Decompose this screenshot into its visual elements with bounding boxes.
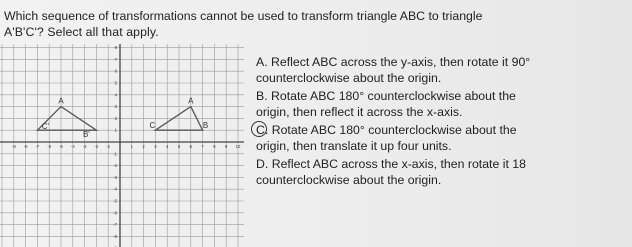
triangle-a-prime-b-prime-c-prime-vertex-label: C' [41,122,50,132]
x-tick-label: 6 [189,144,192,149]
y-tick-label: 3 [114,104,117,110]
option-d-text-1: D. Reflect ABC across the x-axis, then rotate it 18 [256,157,526,171]
option-a-text-2: counterclockwise about the origin. [256,71,442,85]
option-a-line-1[interactable] [256,54,632,70]
y-tick-label: -7 [113,222,117,228]
y-tick-label: -6 [113,210,117,216]
triangle-a-prime-b-prime-c-prime-vertex-label: A [58,96,64,106]
x-tick-label: 1 [130,144,133,149]
question-line-2: A'B'C'? Select all that apply. [4,25,159,39]
x-tick-label: -3 [82,144,87,149]
y-tick-label: 1 [114,127,117,133]
option-c-text-2: origin, then translate it up four units. [256,139,452,153]
x-tick-label: 4 [166,144,169,149]
option-b-text-2: origin, then reflect it across the x-axis. [256,105,463,119]
x-tick-label: -4 [70,144,75,149]
triangle-abc-vertex-label: B [202,121,209,131]
x-tick-label: -1 [106,144,111,149]
y-tick-label: 4 [114,92,117,98]
option-b-line-2[interactable] [256,104,632,120]
triangle-abc-vertex-label: C [149,121,156,131]
option-a-line-2[interactable] [256,70,632,86]
x-tick-label: -9 [11,144,16,149]
x-tick-label: 8 [213,144,216,149]
option-c-line-2[interactable] [256,138,632,154]
coordinate-grid [0,44,244,247]
x-tick-label: -5 [59,144,63,149]
triangle-abc-vertex-label: A [188,96,194,106]
y-tick-label: 2 [114,115,117,121]
y-tick-label: 7 [114,56,117,62]
y-tick-label: -4 [113,186,117,192]
x-tick-label: -8 [23,144,28,149]
question-text [4,8,628,40]
option-a-text-1: A. Reflect ABC across the y-axis, then rotate it 90° [256,55,531,69]
option-d-line-1[interactable] [256,156,632,172]
answer-options [256,54,632,188]
y-tick-label: -5 [113,198,117,204]
y-tick-label: -8 [113,233,117,239]
option-b-line-1[interactable] [256,88,632,104]
question-line-1: Which sequence of transformations cannot be used to transform triangle ABC to triangle [4,9,483,23]
y-tick-label: 5 [114,80,117,86]
y-tick-label: -2 [113,163,117,169]
x-tick-label: 2 [142,144,145,149]
y-tick-label: 8 [114,45,117,51]
x-tick-label: 10 [235,144,241,149]
option-c-selected-circle [251,121,267,137]
y-tick-label: 6 [114,68,117,74]
option-b-text-1: B. Rotate ABC 180° counterclockwise about the [256,89,516,103]
x-tick-label: 9 [225,144,228,149]
y-tick-label: -1 [113,151,117,157]
option-c-text-1: C. Rotate ABC 180° counterclockwise about the [256,123,517,137]
x-tick-label: 3 [154,144,157,149]
x-tick-label: -7 [35,144,40,149]
triangle-a-prime-b-prime-c-prime-vertex-label: B' [82,130,90,140]
x-tick-label: -6 [47,144,52,149]
y-tick-label: -3 [113,174,117,180]
option-d-line-2[interactable] [256,172,632,188]
option-c-line-1[interactable] [256,122,632,138]
x-tick-label: -2 [94,144,99,149]
x-tick-label: 5 [177,144,181,149]
option-d-text-2: counterclockwise about the origin. [256,173,442,187]
x-tick-label: 7 [201,144,204,149]
